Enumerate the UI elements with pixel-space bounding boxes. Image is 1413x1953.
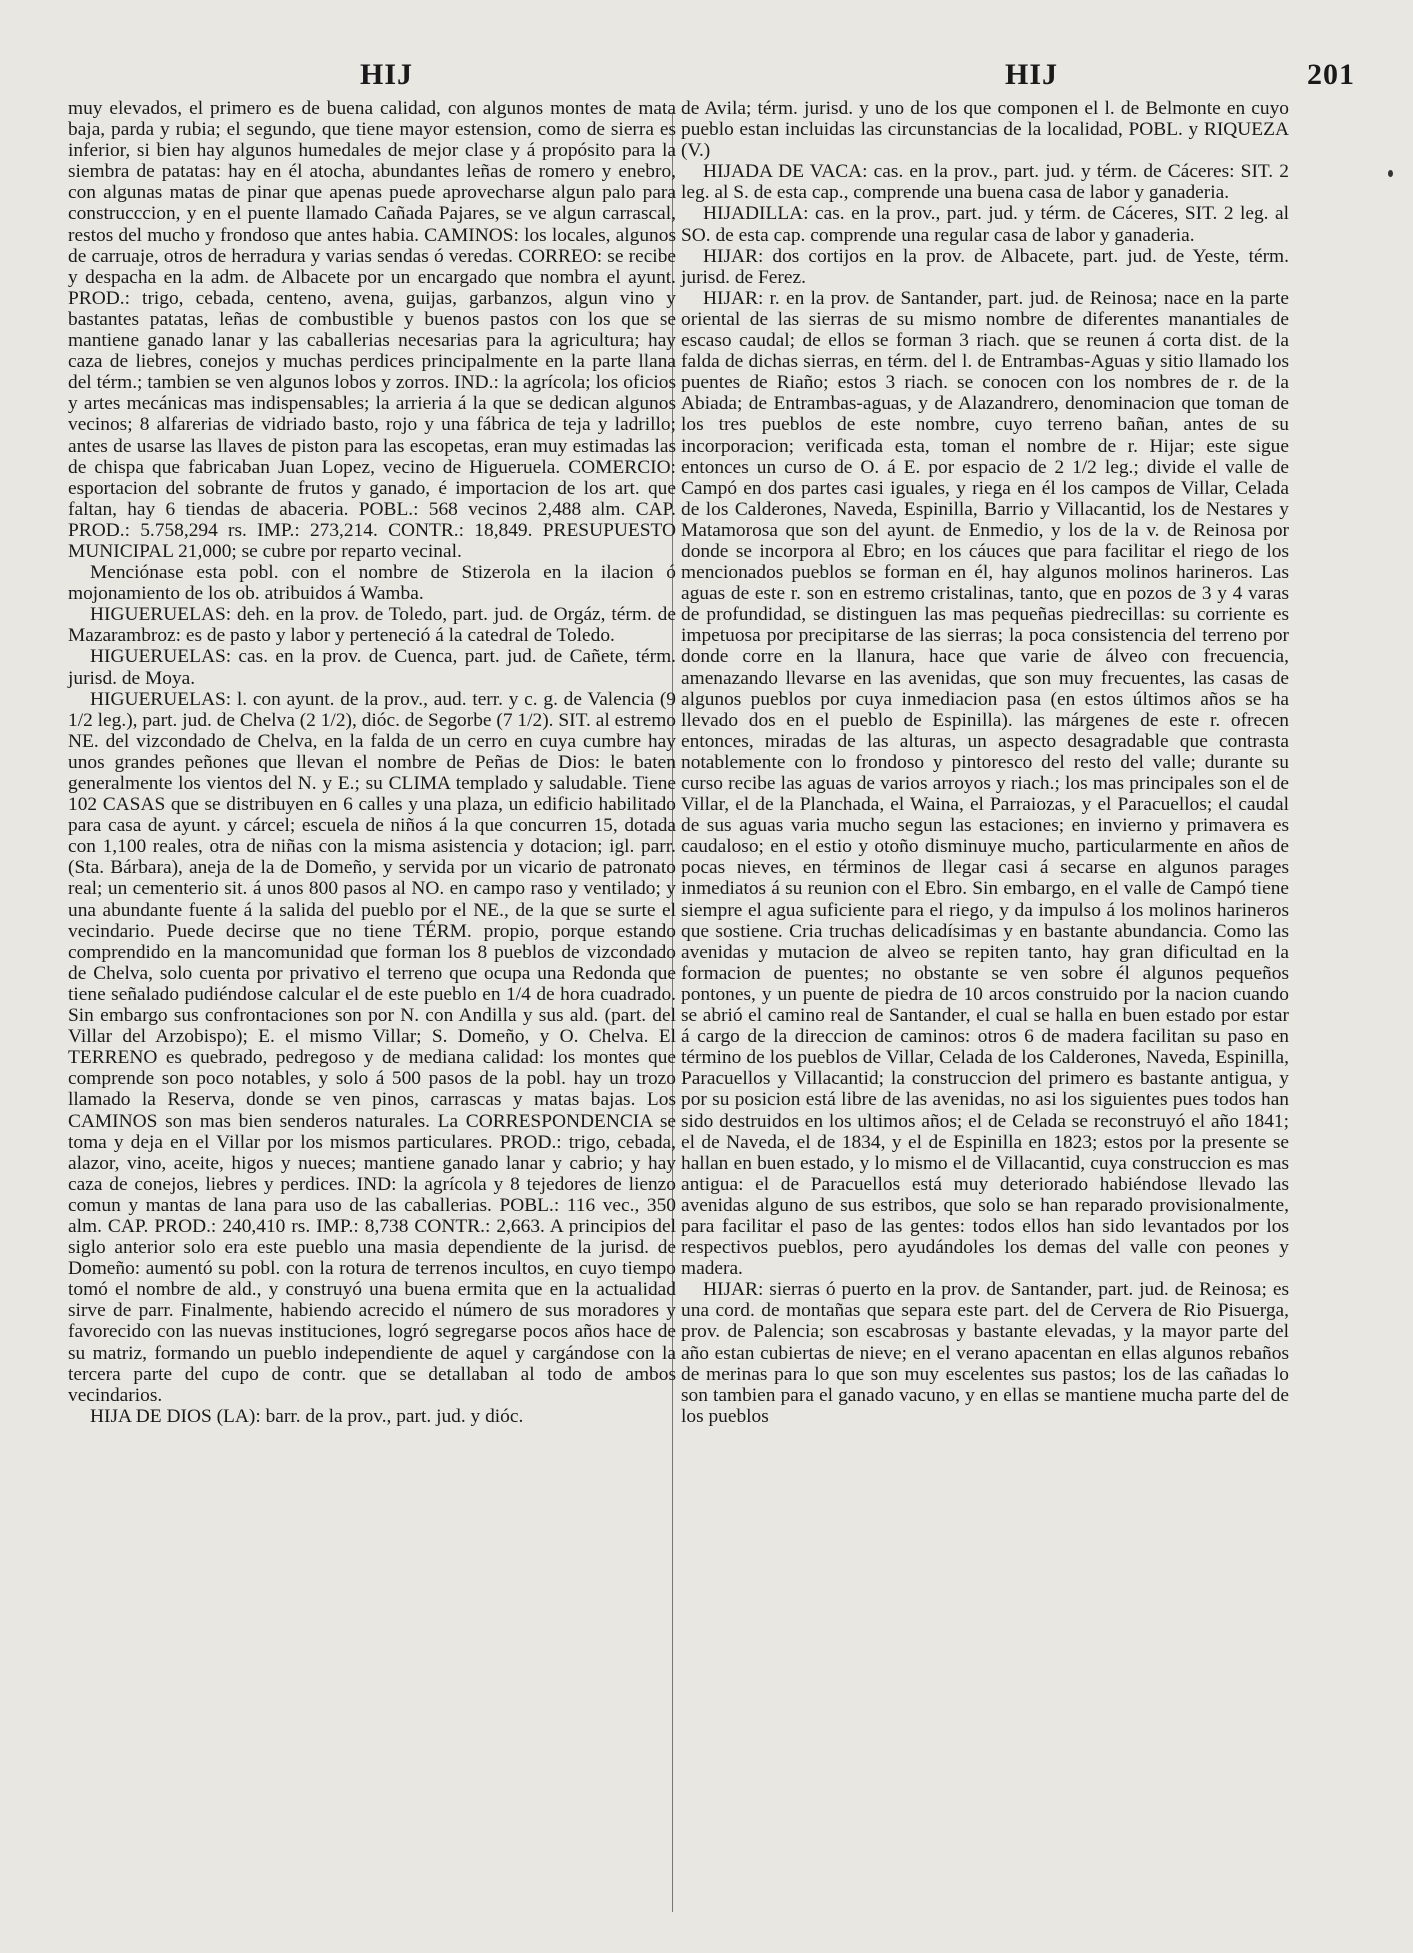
page-number: 201 — [1307, 58, 1355, 91]
margin-mark — [1388, 170, 1393, 177]
running-head-right: HIJ — [1005, 58, 1059, 91]
entry-paragraph: HIJAR: sierras ó puerto en la prov. de Santander, part. jud. de Reinosa; es una cord. de montañas que separa este part. del de Cervera de Rio Pisuerga, prov. de Palencia; son escabrosas y bastante elevadas, y la mayor parte del año estan cubiertas de nieve; en el verano apacentan en ellas algunos rebaños de merinas para lo que son muy escelentes sus pastos; los de las cañadas lo son tambien para el ganado vacuno, y en ellas se mantiene mucha parte del de los pueblos — [681, 1279, 1289, 1427]
entry-paragraph: HIJADILLA: cas. en la prov., part. jud. y térm. de Cáceres, SIT. 2 leg. al SO. de esta cap. comprende una regular casa de labor y ganaderia. — [681, 203, 1289, 246]
entry-paragraph: HIGUERUELAS: deh. en la prov. de Toledo, part. jud. de Orgáz, térm. de Mazarambroz: es de pasto y labor y perteneció á la catedral de Toledo. — [68, 604, 676, 647]
entry-paragraph: HIJAR: r. en la prov. de Santander, part. jud. de Reinosa; nace en la parte oriental de las sierras de su mismo nombre de diferentes manantiales de escaso caudal; de ellos se forman 3 riach. que se reunen á corta dist. de la falda de dichas sierras, en térm. del l. de Entrambas-Aguas y sitio llamado los puentes de Riaño; estos 3 riach. se conocen con los nombres de r. de la Abiada; de Entrambas-aguas, y de Alazandrero, denominacion que toman de los tres pueblos de este nombre, cuyo terreno bañan, antes de su incorporacion; verificada esta, toman el nombre de r. Hijar; este sigue entonces un curso de O. á E. por espacio de 2 1/2 leg.; divide el valle de Campó en dos partes casi iguales, y riega en él los campos de Villar, Celada de los Calderones, Naveda, Espinilla, Barrio y Villacantid, los de Nestares y Matamorosa que son del ayunt. de Enmedio, y los de la v. de Reinosa por donde se incorpora al Ebro; en los cáuces que para facilitar el riego de los mencionados pueblos se forman en él, hay algunos molinos harineros. Las aguas de este r. son en estremo cristalinas, tanto, que en pozos de 3 y 4 varas de profundidad, se distinguen las mas pequeñas piedrecillas: su corriente es impetuosa por precipitarse de las sierras; la poca consistencia del terreno por donde corre en la llanura, hace que varie de álveo con frecuencia, amenazando llevarse en las avenidas, que son muy frecuentes, las casas de algunos pueblos por cuya inmediacion pasa (en estos últimos años se ha llevado dos en el pueblo de Espinilla). las márgenes de este r. ofrecen entonces, miradas de las alturas, un aspecto desagradable que contrasta notablemente con lo frondoso y pintoresco del resto del valle; durante su curso recibe las aguas de varios arroyos y riach.; los mas principales son el de Villar, el de la Planchada, el Waina, el Parraiozas, y el Paracuellos; el caudal de sus aguas varia mucho segun las estaciones; en invierno y primavera es caudaloso; en el estio y otoño disminuye mucho, particularmente en años de pocas nieves, en términos de llegar casi á secarse en algunos parages inmediatos á su reunion con el Ebro. Sin embargo, en el valle de Campó tiene siempre el agua suficiente para el riego, y da impulso á los molinos harineros que sostiene. Cria truchas delicadísimas y en bastante abundancia. Como las avenidas y mutacion de alveo se repiten tanto, hay gran dificultad en la formacion de puentes; no obstante se ven sobre él algunos pequeños pontones, y un puente de piedra de 10 arcos construido por la nacion cuando se abrió el camino real de Santander, el cual se halla en buen estado por estar á cargo de la direccion de caminos: otros 6 de madera facilitan su paso en término de los pueblos de Villar, Celada de los Calderones, Naveda, Espinilla, Paracuellos y Villacantid; la construccion del primero es bastante antigua, y por su posicion está libre de las avenidas, no asi los siguientes pues todos han sido destruidos en los ultimos años; el de Celada se reconstruyó el año 1841; el de Naveda, el de 1834, y el de Espinilla en 1823; estos por la presente se hallan en buen estado, y lo mismo el de Villacantid, cuya construccion es mas antigua: el de Paracuellos está muy deteriorado habiéndose llevado las avenidas alguno de sus estribos, que solo se han reparado provisionalmente, para facilitar el paso de las gentes: todos ellos han sido levantados por los respectivos pueblos, pero ayudándoles los demas del valle con peones y madera. — [681, 287, 1289, 1280]
left-column — [68, 98, 676, 1427]
entry-paragraph: Menciónase esta pobl. con el nombre de Stizerola en la ilacion ó mojonamiento de los ob. atribuidos á Wamba. — [68, 562, 676, 605]
entry-paragraph: de Avila; térm. jurisd. y uno de los que componen el l. de Belmonte en cuyo pueblo estan incluidas las circunstancias de la localidad, POBL. y RIQUEZA (V.) — [681, 98, 1289, 162]
entry-paragraph: HIGUERUELAS: cas. en la prov. de Cuenca, part. jud. de Cañete, térm. jurisd. de Moya. — [68, 646, 676, 689]
running-head-left: HIJ — [360, 58, 414, 91]
right-column — [681, 98, 1289, 1427]
entry-paragraph: HIJADA DE VACA: cas. en la prov., part. jud. y térm. de Cáceres: SIT. 2 leg. al S. de esta cap., comprende una buena casa de labor y ganaderia. — [681, 161, 1289, 204]
entry-paragraph: HIGUERUELAS: l. con ayunt. de la prov., aud. terr. y c. g. de Valencia (9 1/2 leg.), part. jud. de Chelva (2 1/2), dióc. de Segorbe (7 1/2). SIT. al estremo NE. del vizcondado de Chelva, en la falda de un cerro en cuya cumbre hay unos grandes peñones que llevan el nombre de Peñas de Dios: le baten generalmente los vientos del N. y E.; su CLIMA templado y saludable. Tiene 102 CASAS que se distribuyen en 6 calles y una plaza, un edificio habilitado para casa de ayunt. y cárcel; escuela de niños á la que concurren 15, dotada con 1,100 reales, otra de niñas con la misma asistencia y dotacion; igl. parr. (Sta. Bárbara), aneja de la de Domeño, y servida por un vicario de patronato real; un cementerio sit. á unos 800 pasos al NO. en campo raso y ventilado; y una abundante fuente á la salida del pueblo por el NE., de la que se surte el vecindario. Puede decirse que no tiene TÉRM. propio, porque estando comprendido en la mancomunidad que forman los 8 pueblos de vizcondado de Chelva, solo cuenta por privativo el terreno que ocupa una Redonda que tiene señalado pudiéndose calcular el de este pueblo en 1/4 de hora cuadrado. Sin embargo sus confrontaciones son por N. con Andilla y sus ald. (part. del Villar del Arzobispo); E. el mismo Villar; S. Domeño, y O. Chelva. El TERRENO es quebrado, pedregoso y de mediana calidad: los montes que comprende son poco notables, y solo á 500 pasos de la pobl. hay un trozo llamado la Reserva, donde se ven pinos, carrascas y matas bajas. Los CAMINOS son mas bien senderos naturales. La CORRESPONDENCIA se toma y deja en el Villar por los mismos particulares. PROD.: trigo, cebada, alazor, vino, aceite, higos y nueces; mantiene ganado lanar y cabrio; y hay caza de conejos, liebres y perdices. IND: la agrícola y 8 tejedores de lienzo comun y mantas de lana para uso de las caballerias. POBL.: 116 vec., 350 alm. CAP. PROD.: 240,410 rs. IMP.: 8,738 CONTR.: 2,663. A principios del siglo anterior solo era este pueblo una masia dependiente de la jurisd. de Domeño: aumentó su pobl. con la rotura de terrenos incultos, en cuyo tiempo tomó el nombre de ald., y construyó una buena ermita que en la actualidad sirve de parr. Finalmente, habiendo acrecido el número de sus moradores y favorecido con las nuevas instituciones, logró segregarse pocos años hace de su matriz, formando un pueblo independiente de aquel y cargándose con la tercera parte del cupo de contr. que se detallaban al todo de ambos vecindarios. — [68, 688, 676, 1406]
entry-paragraph: muy elevados, el primero es de buena calidad, con algunos montes de mata baja, parda y rubia; el segundo, que tiene mayor estension, como de sierra es inferior, si bien hay algunos humedales de mejor clase y á propósito para la siembra de patatas: hay en él atocha, abundantes leñas de romero y enebro, con algunas matas de pinar que apenas puede aprovecharse algun palo para construcccion, y en el puente llamado Cañada Pajares, se ve algun carrascal, restos del mucho y frondoso que antes habia. CAMINOS: los locales, algunos de carruaje, otros de herradura y varias sendas ó veredas. CORREO: se recibe y despacha en la adm. de Albacete por un encargado que nombra el ayunt. PROD.: trigo, cebada, centeno, avena, guijas, garbanzos, algun vino y bastantes patatas, leñas de combustible y buenos pastos con los que se mantiene ganado lanar y las caballerias necesarias para la agricultura; hay caza de liebres, conejos y muchas perdices principalmente en la parte llana del térm.; tambien se ven algunos lobos y zorros. IND.: la agrícola; los oficios y artes mecánicas mas indispensables; la arrieria á la que se dedican algunos vecinos; 8 alfarerias de vidriado basto, rojo y una fábrica de teja y ladrillo; antes de usarse las llaves de piston para las escopetas, eran muy estimadas las de chispa que fabricaban Juan Lopez, vecino de Higueruela. COMERCIO: esportacion del sobrante de frutos y ganado, é importacion de los art. que faltan, hay 6 tiendas de abaceria. POBL.: 568 vecinos 2,488 alm. CAP. PROD.: 5.758,294 rs. IMP.: 273,214. CONTR.: 18,849. PRESUPUESTO MUNICIPAL 21,000; se cubre por reparto vecinal. — [68, 98, 676, 562]
entry-paragraph: HIJA DE DIOS (LA): barr. de la prov., part. jud. y dióc. — [90, 1405, 524, 1427]
running-head — [60, 58, 1355, 98]
entry-paragraph: HIJAR: dos cortijos en la prov. de Albacete, part. jud. de Yeste, térm. jurisd. de Ferez. — [681, 245, 1289, 288]
